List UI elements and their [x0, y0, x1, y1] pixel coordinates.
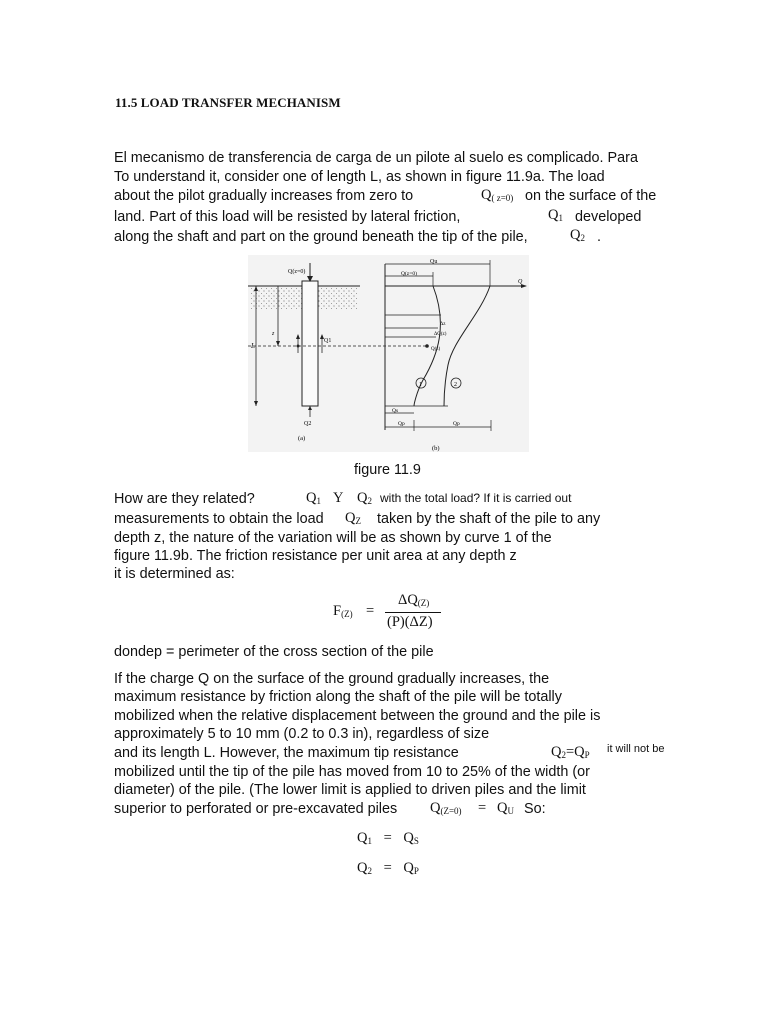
para2-line-4: figure 11.9b. The friction resistance per unit area at any depth z — [114, 548, 517, 564]
para3-line-5: and its length L. However, the maximum tip resistance — [114, 745, 459, 761]
label-qs: Qs — [392, 408, 399, 414]
intro-line-1: El mecanismo de transferencia de carga de un pilote al suelo es complicado. Para — [114, 150, 638, 166]
symbol-qz: $Q_Z$ — [345, 510, 361, 526]
label-b: (b) — [432, 445, 440, 452]
para3-line-8: superior to perforated or pre-excavated piles — [114, 801, 398, 817]
symbol-q2-b: $Q_2$ — [357, 490, 372, 506]
symbol-q2-qp: $Q_2=Q_P$ — [551, 744, 590, 760]
soil-right — [318, 287, 358, 309]
para2-line-2-end: taken by the shaft of the pile to any — [377, 511, 601, 527]
para3-line-5-small: it will not be — [607, 743, 665, 755]
intro-line-5-end: . — [597, 229, 601, 245]
intro-line-3-end: on the surface of the — [525, 188, 657, 204]
para2-line-2: measurements to obtain the load — [114, 511, 324, 527]
symbol-q-z0: $Q_{( z=0)}$ — [481, 187, 514, 203]
para3-line-6: mobilized until the tip of the pile has moved from 10 to 25% of the width (or — [114, 764, 590, 780]
fraction-bar — [385, 612, 441, 613]
symbol-y: Y — [333, 490, 344, 506]
label-q-z0-a: Q(z=0) — [288, 269, 306, 275]
symbol-q1-b: $Q_1$ — [306, 490, 321, 506]
intro-line-5: along the shaft and part on the ground beneath the tip of the pile, — [114, 229, 528, 245]
symbol-q2: $Q_2$ — [570, 227, 585, 243]
soil-left — [250, 287, 302, 309]
label-a: (a) — [298, 435, 306, 442]
label-qu: Qu — [430, 259, 438, 265]
symbol-q-z0-b: $Q_{(Z=0)}$ — [430, 800, 462, 816]
intro-line-4-end: developed — [575, 209, 642, 225]
label-qp-bottom: Qp — [453, 421, 460, 427]
curve-2-label: 2 — [454, 382, 457, 388]
para2-line-5: it is determined as: — [114, 566, 235, 582]
label-dz: Δz — [440, 322, 446, 327]
label-dq: ΔQ(z) — [434, 332, 447, 337]
intro-line-3: about the pilot gradually increases from zero to — [114, 188, 414, 204]
pile — [302, 281, 318, 406]
symbol-q1: $Q_1$ — [548, 207, 563, 223]
para3-line-3: mobilized when the relative displacement between the ground and the pile is — [114, 708, 601, 724]
label-qp: Qp — [398, 421, 405, 427]
curve-2 — [444, 286, 490, 406]
formula-denominator: (P)(ΔZ) — [387, 614, 433, 630]
para2-line-1: How are they related? — [114, 491, 255, 507]
pile-load-diagram — [248, 255, 529, 452]
curve-1-label: 1 — [419, 382, 422, 388]
para3-line-7: diameter) of the pile. (The lower limit is applied to driven piles and the limit — [114, 782, 586, 798]
equation-q2-qp: $Q_2 = Q_P$ — [357, 860, 419, 876]
label-q1-a: Q1 — [324, 338, 332, 344]
equation-q1-qs: $Q_1 = Q_S$ — [357, 830, 419, 846]
para3-line-8-end: So: — [524, 801, 546, 817]
label-q-axis: Q — [518, 279, 523, 285]
label-qz: Q(z) — [431, 347, 441, 352]
para2-line-3: depth z, the nature of the variation will be as shown by curve 1 of the — [114, 530, 552, 546]
para3-line-2: maximum resistance by friction along the shaft of the pile will be totally — [114, 689, 562, 705]
symbol-eq-b: = — [478, 800, 487, 816]
formula-lhs: $F_{(Z)}$ — [333, 603, 353, 619]
para2-line-1-end: with the total load? If it is carried out — [380, 491, 572, 505]
intro-line-2: To understand it, consider one of length L, as shown in figure 11.9a. The load — [114, 169, 605, 185]
label-L: L — [251, 342, 255, 350]
para3-line-4: approximately 5 to 10 mm (0.2 to 0.3 in), regardless of size — [114, 726, 490, 742]
label-q2-a: Q2 — [304, 421, 312, 427]
figure-caption: figure 11.9 — [354, 462, 421, 478]
formula-numerator: $\Delta Q_{(Z)}$ — [398, 592, 430, 608]
dondep-line: dondep = perimeter of the cross section of the pile — [114, 644, 434, 660]
section-title: 11.5 LOAD TRANSFER MECHANISM — [115, 95, 341, 110]
para3-line-1: If the charge Q on the surface of the ground gradually increases, the — [114, 671, 550, 687]
label-z: z — [272, 331, 275, 337]
intro-line-4: land. Part of this load will be resisted by lateral friction, — [114, 209, 461, 225]
formula-equals: = — [366, 603, 375, 619]
figure-11-9 — [248, 255, 529, 452]
symbol-qu: $Q_U$ — [497, 800, 514, 816]
label-qz0-b: Q(z=0) — [401, 271, 417, 277]
